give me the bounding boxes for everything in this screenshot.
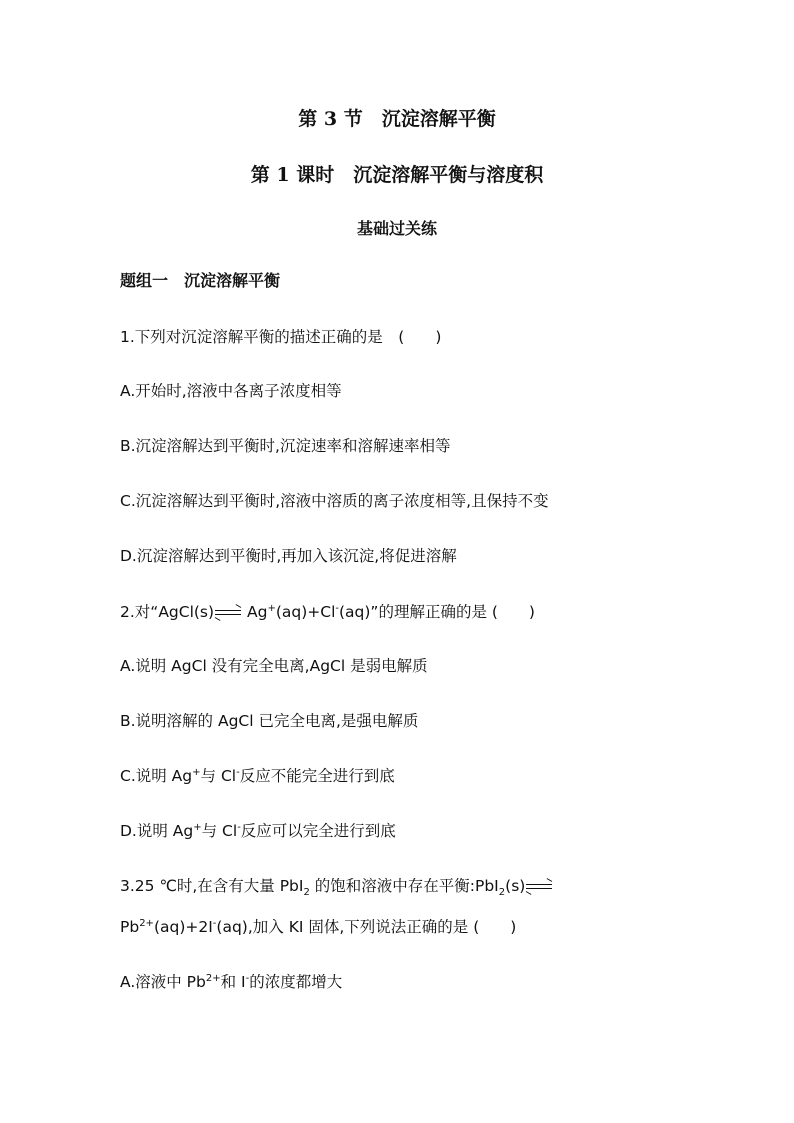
question-group-title: 题组一 沉淀溶解平衡	[120, 271, 281, 290]
q3-pbi2-subscript: 2	[303, 887, 310, 899]
equilibrium-arrow-icon	[215, 608, 241, 618]
section-title: 第 3 节 沉淀溶解平衡	[298, 108, 496, 130]
q2-c-suffix: 反应不能完全进行到底	[239, 767, 395, 785]
q1-option-a: A.开始时,溶液中各离子浓度相等	[120, 382, 342, 400]
q2-option-b: B.说明溶解的 AgCl 已完全电离,是强电解质	[120, 712, 419, 730]
q3-a-i-charge: -	[245, 972, 250, 984]
q3-line1-suffix: (s)	[505, 877, 526, 895]
q2-c-cl-charge: -	[236, 766, 240, 778]
q3-option-a	[120, 971, 680, 993]
q2-c-ag-charge: +	[192, 766, 201, 778]
q2-stem-ag: Ag	[242, 603, 268, 621]
q3-line2-suffix: (aq),加入 KI 固体,下列说法正确的是 ( )	[216, 918, 517, 936]
q1-option-b: B.沉淀溶解达到平衡时,沉淀速率和溶解速率相等	[120, 437, 451, 455]
q3-a-pb-charge: 2+	[205, 972, 221, 984]
q2-d-mid: 与 Cl	[201, 822, 238, 840]
q2-stem-aq: (aq)+Cl	[275, 603, 336, 621]
lesson-title: 第 1 课时 沉淀溶解平衡与溶度积	[250, 164, 544, 186]
q2-c-prefix: C.说明 Ag	[120, 767, 193, 785]
q3-pbi2-subscript-2: 2	[498, 887, 506, 899]
q2-cl-charge: -	[335, 602, 339, 614]
q3-a-suffix: 的浓度都增大	[249, 973, 343, 991]
q3-line2-mid: (aq)+2I	[153, 918, 213, 936]
q2-option-c	[120, 765, 680, 787]
equilibrium-arrow-icon	[526, 882, 552, 892]
exercise-type-heading: 基础过关练	[356, 219, 437, 238]
q2-option-d	[120, 820, 680, 842]
q2-ag-charge: +	[267, 602, 276, 614]
q2-stem	[120, 601, 680, 623]
q2-option-a: A.说明 AgCl 没有完全电离,AgCl 是弱电解质	[120, 657, 428, 675]
q3-line1-mid: 的饱和溶液中存在平衡:PbI	[309, 877, 499, 895]
q3-stem-line2	[120, 916, 680, 938]
q2-d-ag-charge: +	[193, 821, 202, 833]
q2-d-suffix: 反应可以完全进行到底	[240, 822, 396, 840]
q1-option-c: C.沉淀溶解达到平衡时,溶液中溶质的离子浓度相等,且保持不变	[120, 492, 549, 510]
q3-a-prefix: A.溶液中 Pb	[120, 973, 206, 991]
q1-stem: 1.下列对沉淀溶解平衡的描述正确的是 ( )	[120, 328, 442, 346]
q3-a-mid: 和 I	[220, 973, 246, 991]
q1-option-d: D.沉淀溶解达到平衡时,再加入该沉淀,将促进溶解	[120, 547, 457, 565]
q2-c-mid: 与 Cl	[200, 767, 237, 785]
q2-stem-prefix: 2.对“AgCl(s)	[120, 603, 215, 621]
q2-d-cl-charge: -	[237, 821, 241, 833]
q3-pb: Pb	[120, 918, 140, 936]
q2-stem-suffix: (aq)”的理解正确的是 ( )	[339, 603, 535, 621]
q3-line1-prefix: 3.25 ℃时,在含有大量 PbI	[120, 877, 304, 895]
q3-stem-line1	[120, 875, 680, 897]
q3-i-charge: -	[212, 917, 217, 929]
q2-d-prefix: D.说明 Ag	[120, 822, 194, 840]
q3-pb-charge: 2+	[139, 917, 154, 929]
